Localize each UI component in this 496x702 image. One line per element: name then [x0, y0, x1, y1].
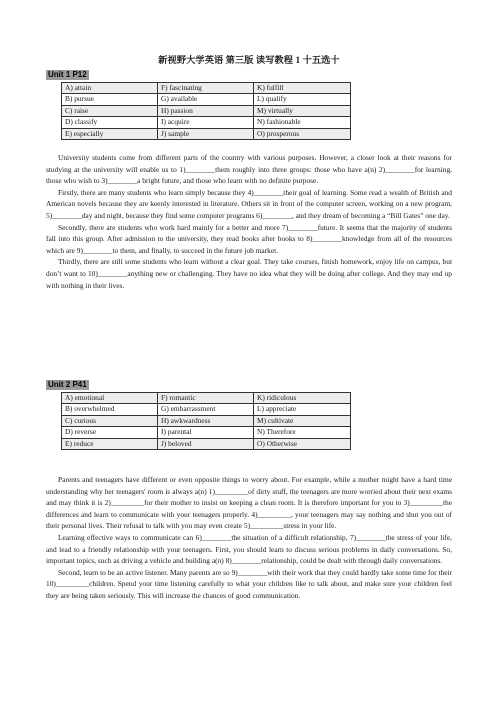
word-option: K) ridiculous [254, 393, 351, 404]
passage-paragraph: Parents and teenagers have different or even opposite things to worry about. For example, while a mother might have a hard time understanding why her teenagers' room is always a(n) 1)_________of dirty stuff, the teenagers are more worried about their next exams and may think it is 2)_________for their mother to insist on keeping a clean room. It is therefore important for you to 3)_________the differences and learn to communicate with your teenagers properly. 4)_________, your teenagers may say nothing and shut you out of their personal lives. Their refusal to talk with you may even create 5)_________stress in your life. [46, 475, 452, 531]
unit-2-passage [46, 474, 452, 602]
word-option: L) qualify [254, 94, 351, 105]
page-title: 新视野大学英语 第三版 读写教程 1 十五选十 [158, 55, 340, 65]
word-bank-row [62, 393, 351, 404]
word-bank-row [62, 105, 351, 116]
unit-2-label: Unit 2 P41 [48, 380, 87, 389]
unit-1-word-bank [61, 82, 351, 140]
word-option: K) fulfill [254, 83, 351, 94]
word-bank-row [62, 83, 351, 94]
passage-paragraph: University students come from different parts of the country with various purposes. However, a closer look at their reasons for studying at the university will enable us to 1)________them roughly into three groups: those who have a(n) 2)________for learning, those who wish to 3)________a bright future, and those who learn with no definite purpose. [46, 153, 452, 186]
passage-paragraph: Thirdly, there are still some students who learn without a clear goal. They take courses, finish homework, enjoy life on campus, but don’t want to 10)________anything new or challenging. They have no idea what they will be doing after college. And they may end up with nothing in their lives. [46, 257, 452, 290]
word-option: O) prosperous [254, 128, 351, 139]
word-option: D) classify [62, 117, 158, 128]
word-option: M) virtually [254, 105, 351, 116]
word-option: D) reverse [62, 427, 158, 438]
word-option: I) acquire [158, 117, 254, 128]
word-bank-row [62, 427, 351, 438]
word-option: H) awkwardness [158, 415, 254, 426]
word-option: M) cultivate [254, 415, 351, 426]
word-bank-row [62, 438, 351, 449]
word-bank-row [62, 128, 351, 139]
word-option: B) overwhelmed [62, 404, 158, 415]
word-option: G) available [158, 94, 254, 105]
word-option: N) fashionable [254, 117, 351, 128]
word-option: J) beloved [158, 438, 254, 449]
word-option: E) reduce [62, 438, 158, 449]
word-option: E) especially [62, 128, 158, 139]
word-option: G) embarrassment [158, 404, 254, 415]
word-option: C) raise [62, 105, 158, 116]
word-option: C) curious [62, 415, 158, 426]
unit-2-word-bank [61, 392, 351, 450]
word-option: B) pursue [62, 94, 158, 105]
word-bank-row [62, 117, 351, 128]
word-option: L) appreciate [254, 404, 351, 415]
passage-paragraph: Secondly, there are students who work hard mainly for a better and more 7)________future. It seems that the majority of students fall into this group. After admission to the university, they read books after books to 8)________knowledge from all of the resources which are 9)________to them, and finally, to succeed in the future job market. [46, 222, 452, 255]
passage-paragraph: Learning effective ways to communicate can 6)________the situation of a difficult relationship, 7)________the stress of your life, and lead to a friendly relationship with your teenagers. First, you should learn to discuss serious problems in daily conversations. So, important topics, such as driving a vehicle and building a(n) 8)________relationship, could be dealt with through daily conversations. [46, 532, 452, 566]
word-option: A) emotional [62, 393, 158, 404]
passage-paragraph: Second, learn to be an active listener. Many parents are so 9)________with their work that they could hardly take some time for their 10)_________children. Spend your time listening carefully to what your children like to talk about, and make sure your children feel they are being taken seriously. This will increase the chances of good communication. [46, 567, 452, 600]
word-bank-row [62, 94, 351, 105]
word-option: J) sample [158, 128, 254, 139]
unit-1-passage [46, 152, 452, 291]
word-bank-row [62, 404, 351, 415]
word-option: O) Otherwise [254, 438, 351, 449]
word-option: A) attain [62, 83, 158, 94]
word-option: F) fascinating [158, 83, 254, 94]
word-option: F) romantic [158, 393, 254, 404]
word-option: N) Therefore [254, 427, 351, 438]
word-bank-row [62, 415, 351, 426]
word-option: I) parental [158, 427, 254, 438]
unit-1-label: Unit 1 P12 [48, 70, 87, 79]
word-option: H) passion [158, 105, 254, 116]
passage-paragraph: Firstly, there are many students who learn simply because they 4)________their goal of learning. Some read a wealth of British and American novels because they are keenly interested in literature. Others sit in front of the computer screen, working on a new program, 5)________day and night, because they find some computer programs 6)________, and they dream of becoming a “Bill Gates” one day. [46, 187, 452, 220]
